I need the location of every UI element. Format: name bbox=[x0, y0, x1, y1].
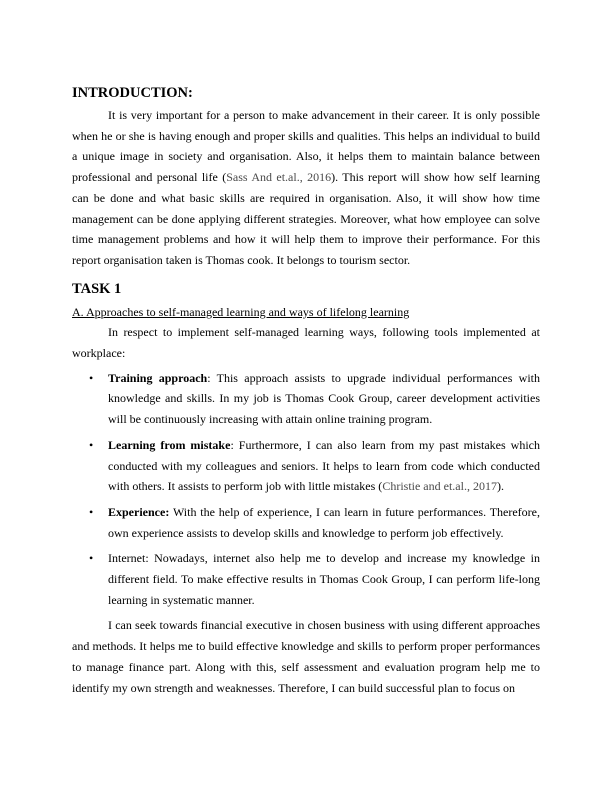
introduction-paragraph bbox=[72, 105, 540, 271]
list-item-body: With the help of experience, I can learn in future performances. Therefore, own experience assists to develop skills and knowledge to perform job effectively. bbox=[108, 504, 540, 540]
task1-subheading: A. Approaches to self-managed learning and ways of lifelong learning bbox=[72, 304, 410, 319]
list-item-body: Internet: Nowadays, internet also help me to develop and increase my knowledge in different field. To make effective results in Thomas Cook Group, I can perform life-long learning in systematic manner. bbox=[108, 551, 540, 607]
intro-text-part-2: ). This report will show how self learning can be done and what basic skills are required in organisation. Also, it will show how time management can be done applying different strategies. Moreover, what how employee can solve time management problems and how it will help them to improve their performance. For this report organisation taken is Thomas cook. It belongs to tourism sector. bbox=[72, 170, 541, 267]
bullet-icon: • bbox=[89, 551, 94, 566]
list-item-title: Experience: bbox=[108, 504, 170, 519]
list-item-title: Training approach bbox=[108, 370, 208, 385]
closing-paragraph: I can seek towards financial executive in chosen business with using different approaches and methods. It helps me to build effective knowledge and skills to perform proper performances to manage finance part. Along with this, self assessment and evaluation program help me to identify my own strength and weaknesses. Therefore, I can build successful plan to focus on bbox=[72, 618, 540, 695]
bullet-icon: • bbox=[89, 370, 94, 385]
bullet-icon: • bbox=[89, 504, 94, 519]
list-item-text bbox=[108, 435, 540, 497]
list-item-title: Learning from mistake bbox=[108, 437, 231, 452]
list-item-text bbox=[108, 502, 540, 543]
list-item bbox=[72, 502, 540, 543]
list-item bbox=[72, 368, 540, 430]
list-item-text bbox=[108, 548, 540, 610]
list-item-body: : Furthermore, I can also learn from my past mistakes which conducted with my colleagues and seniors. It helps to learn from code which conducted with others. It assists to perform job with little mistakes ( bbox=[108, 437, 540, 494]
task1-lead-paragraph: In respect to implement self-managed learning ways, following tools implemented at workplace: bbox=[72, 325, 540, 361]
introduction-heading: INTRODUCTION: bbox=[72, 85, 193, 101]
list-item bbox=[72, 435, 540, 497]
list-item-body: : This approach assists to upgrade individual performances with knowledge and skills. In my job is Thomas Cook Group, career development activities will be continuously increasing with attain online training program. bbox=[108, 370, 540, 427]
task1-heading: TASK 1 bbox=[72, 280, 122, 297]
intro-text-part-1: It is very important for a person to make advancement in their career. It is only possible when he or she is having enough and proper skills and qualities. This helps an individual to build a unique image in society and organisation. Also, it helps them to maintain balance between professional and personal life ( bbox=[72, 108, 540, 185]
document-page bbox=[72, 84, 540, 698]
list-item-text bbox=[108, 368, 540, 430]
list-item bbox=[72, 548, 540, 610]
list-item-citation: Christie and et.al., 2017 bbox=[382, 479, 497, 494]
tools-list bbox=[72, 368, 540, 611]
intro-citation: Sass And et.al., 2016 bbox=[226, 170, 332, 185]
bullet-icon: • bbox=[89, 437, 94, 452]
list-item-body-end: ). bbox=[496, 479, 504, 494]
